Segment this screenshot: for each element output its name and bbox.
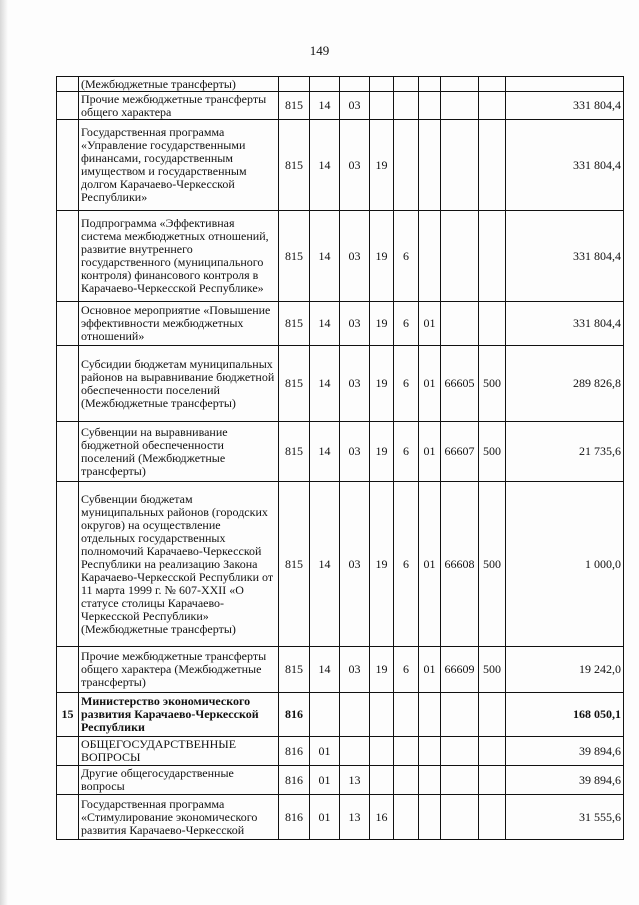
subsection-code: 03 (340, 482, 370, 647)
subprogram-code (394, 120, 419, 211)
row-index (57, 120, 79, 211)
event-code (419, 120, 441, 211)
expense-type-code (479, 92, 506, 120)
row-index (57, 795, 79, 840)
subsection-code: 03 (340, 302, 370, 346)
expense-type-code (479, 795, 506, 840)
expense-type-code: 500 (479, 346, 506, 422)
section-code (310, 693, 340, 737)
budget-table (56, 76, 624, 840)
subsection-code (340, 693, 370, 737)
subprogram-code: 6 (394, 482, 419, 647)
table-row-ministry (57, 693, 624, 737)
subsection-code: 03 (340, 92, 370, 120)
row-index (57, 422, 79, 482)
section-code: 14 (310, 647, 340, 693)
direction-code (441, 211, 479, 302)
ministry-code: 815 (279, 92, 310, 120)
row-name: Другие общегосударственные вопросы (79, 766, 279, 795)
amount (506, 77, 624, 92)
expense-type-code (479, 302, 506, 346)
table-row (57, 422, 624, 482)
subsection-code: 03 (340, 647, 370, 693)
direction-code: 66608 (441, 482, 479, 647)
row-name: ОБЩЕГОСУДАРСТВЕННЫЕ ВОПРОСЫ (79, 737, 279, 766)
event-code (419, 92, 441, 120)
section-code: 01 (310, 766, 340, 795)
program-code (370, 766, 394, 795)
section-code: 14 (310, 92, 340, 120)
row-name: Субвенции бюджетам муниципальных районов (городских округов) на осуществление отдельных государственных полномочий Карачаево-Черкесской Республики на реализацию Закона Карачаево-Черкесской Республики от 11 марта 1999 г. № 607-XXII «О статусе столицы Карачаево-Черкесской Республики» (Межбюджетные трансферты) (79, 482, 279, 647)
subsection-code: 13 (340, 795, 370, 840)
program-code: 16 (370, 795, 394, 840)
ministry-code: 815 (279, 422, 310, 482)
event-code (419, 211, 441, 302)
row-index (57, 766, 79, 795)
table-row (57, 766, 624, 795)
amount: 331 804,4 (506, 92, 624, 120)
scan-edge-shadow (0, 0, 8, 905)
amount: 331 804,4 (506, 211, 624, 302)
table-row (57, 77, 624, 92)
subprogram-code (394, 795, 419, 840)
event-code: 01 (419, 302, 441, 346)
section-code: 14 (310, 302, 340, 346)
subprogram-code (394, 766, 419, 795)
row-name: Прочие межбюджетные трансферты общего характера (79, 92, 279, 120)
direction-code: 66605 (441, 346, 479, 422)
table-row (57, 211, 624, 302)
row-index (57, 346, 79, 422)
table-row (57, 346, 624, 422)
event-code (419, 737, 441, 766)
table-row (57, 482, 624, 647)
expense-type-code (479, 120, 506, 211)
table-row (57, 795, 624, 840)
expense-type-code (479, 737, 506, 766)
row-index (57, 211, 79, 302)
ministry-code (279, 77, 310, 92)
row-index (57, 92, 79, 120)
section-code: 14 (310, 482, 340, 647)
ministry-code: 815 (279, 211, 310, 302)
program-code: 19 (370, 422, 394, 482)
subsection-code: 03 (340, 346, 370, 422)
table-row (57, 120, 624, 211)
section-code: 14 (310, 346, 340, 422)
section-code (310, 77, 340, 92)
subprogram-code (394, 737, 419, 766)
ministry-code: 815 (279, 302, 310, 346)
event-code (419, 795, 441, 840)
subprogram-code: 6 (394, 302, 419, 346)
ministry-code: 816 (279, 737, 310, 766)
program-code: 19 (370, 120, 394, 211)
direction-code (441, 302, 479, 346)
amount: 39 894,6 (506, 737, 624, 766)
section-code: 14 (310, 120, 340, 211)
program-code (370, 737, 394, 766)
subprogram-code: 6 (394, 422, 419, 482)
row-name: (Межбюджетные трансферты) (79, 77, 279, 92)
amount: 21 735,6 (506, 422, 624, 482)
ministry-code: 816 (279, 766, 310, 795)
row-name: Подпрограмма «Эффективная система межбюджетных отношений, развитие внутреннего государственного (муниципального контроля) финансового контроля в Карачаево-Черкесской Республике» (79, 211, 279, 302)
section-code: 14 (310, 422, 340, 482)
direction-code (441, 693, 479, 737)
event-code (419, 77, 441, 92)
expense-type-code: 500 (479, 647, 506, 693)
program-code: 19 (370, 211, 394, 302)
program-code: 19 (370, 482, 394, 647)
subprogram-code: 6 (394, 346, 419, 422)
row-index: 15 (57, 693, 79, 737)
expense-type-code (479, 77, 506, 92)
event-code: 01 (419, 647, 441, 693)
row-index (57, 647, 79, 693)
subprogram-code: 6 (394, 211, 419, 302)
amount: 1 000,0 (506, 482, 624, 647)
amount: 19 242,0 (506, 647, 624, 693)
event-code: 01 (419, 482, 441, 647)
direction-code (441, 77, 479, 92)
subsection-code: 03 (340, 211, 370, 302)
event-code (419, 766, 441, 795)
ministry-code: 815 (279, 346, 310, 422)
event-code (419, 693, 441, 737)
direction-code: 66609 (441, 647, 479, 693)
direction-code (441, 92, 479, 120)
direction-code (441, 737, 479, 766)
ministry-code: 815 (279, 647, 310, 693)
row-index (57, 482, 79, 647)
program-code: 19 (370, 647, 394, 693)
ministry-code: 815 (279, 120, 310, 211)
direction-code (441, 795, 479, 840)
expense-type-code (479, 766, 506, 795)
subsection-code (340, 77, 370, 92)
row-name: Основное мероприятие «Повышение эффективности межбюджетных отношений» (79, 302, 279, 346)
row-name: Субвенции на выравнивание бюджетной обеспеченности поселений (Межбюджетные трансферты) (79, 422, 279, 482)
table-row (57, 302, 624, 346)
subsection-code: 03 (340, 422, 370, 482)
section-code: 14 (310, 211, 340, 302)
program-code (370, 92, 394, 120)
amount: 331 804,4 (506, 120, 624, 211)
subsection-code (340, 737, 370, 766)
expense-type-code (479, 211, 506, 302)
expense-type-code (479, 693, 506, 737)
amount: 39 894,6 (506, 766, 624, 795)
row-name: Субсидии бюджетам муниципальных районов на выравнивание бюджетной обеспеченности поселений (Межбюджетные трансферты) (79, 346, 279, 422)
subprogram-code (394, 693, 419, 737)
direction-code (441, 766, 479, 795)
program-code (370, 693, 394, 737)
subsection-code: 13 (340, 766, 370, 795)
direction-code: 66607 (441, 422, 479, 482)
program-code: 19 (370, 346, 394, 422)
table-row (57, 647, 624, 693)
expense-type-code: 500 (479, 482, 506, 647)
program-code (370, 77, 394, 92)
amount: 168 050,1 (506, 693, 624, 737)
row-name: Прочие межбюджетные трансферты общего характера (Межбюджетные трансферты) (79, 647, 279, 693)
event-code: 01 (419, 422, 441, 482)
page-number: 149 (309, 43, 330, 58)
program-code: 19 (370, 302, 394, 346)
ministry-code: 816 (279, 693, 310, 737)
row-name: Государственная программа «Стимулирование экономического развития Карачаево-Черкесской (79, 795, 279, 840)
subprogram-code (394, 77, 419, 92)
row-index (57, 77, 79, 92)
row-index (57, 737, 79, 766)
subsection-code: 03 (340, 120, 370, 211)
ministry-code: 815 (279, 482, 310, 647)
direction-code (441, 120, 479, 211)
amount: 331 804,4 (506, 302, 624, 346)
table-row (57, 92, 624, 120)
amount: 31 555,6 (506, 795, 624, 840)
row-index (57, 302, 79, 346)
expense-type-code: 500 (479, 422, 506, 482)
section-code: 01 (310, 737, 340, 766)
row-name: Государственная программа «Управление государственными финансами, государственным имуществом и государственным долгом Карачаево-Черкесской Республики» (79, 120, 279, 211)
row-name: Министерство экономического развития Карачаево-Черкесской Республики (79, 693, 279, 737)
event-code: 01 (419, 346, 441, 422)
amount: 289 826,8 (506, 346, 624, 422)
subprogram-code: 6 (394, 647, 419, 693)
subprogram-code (394, 92, 419, 120)
table-row (57, 737, 624, 766)
section-code: 01 (310, 795, 340, 840)
ministry-code: 816 (279, 795, 310, 840)
